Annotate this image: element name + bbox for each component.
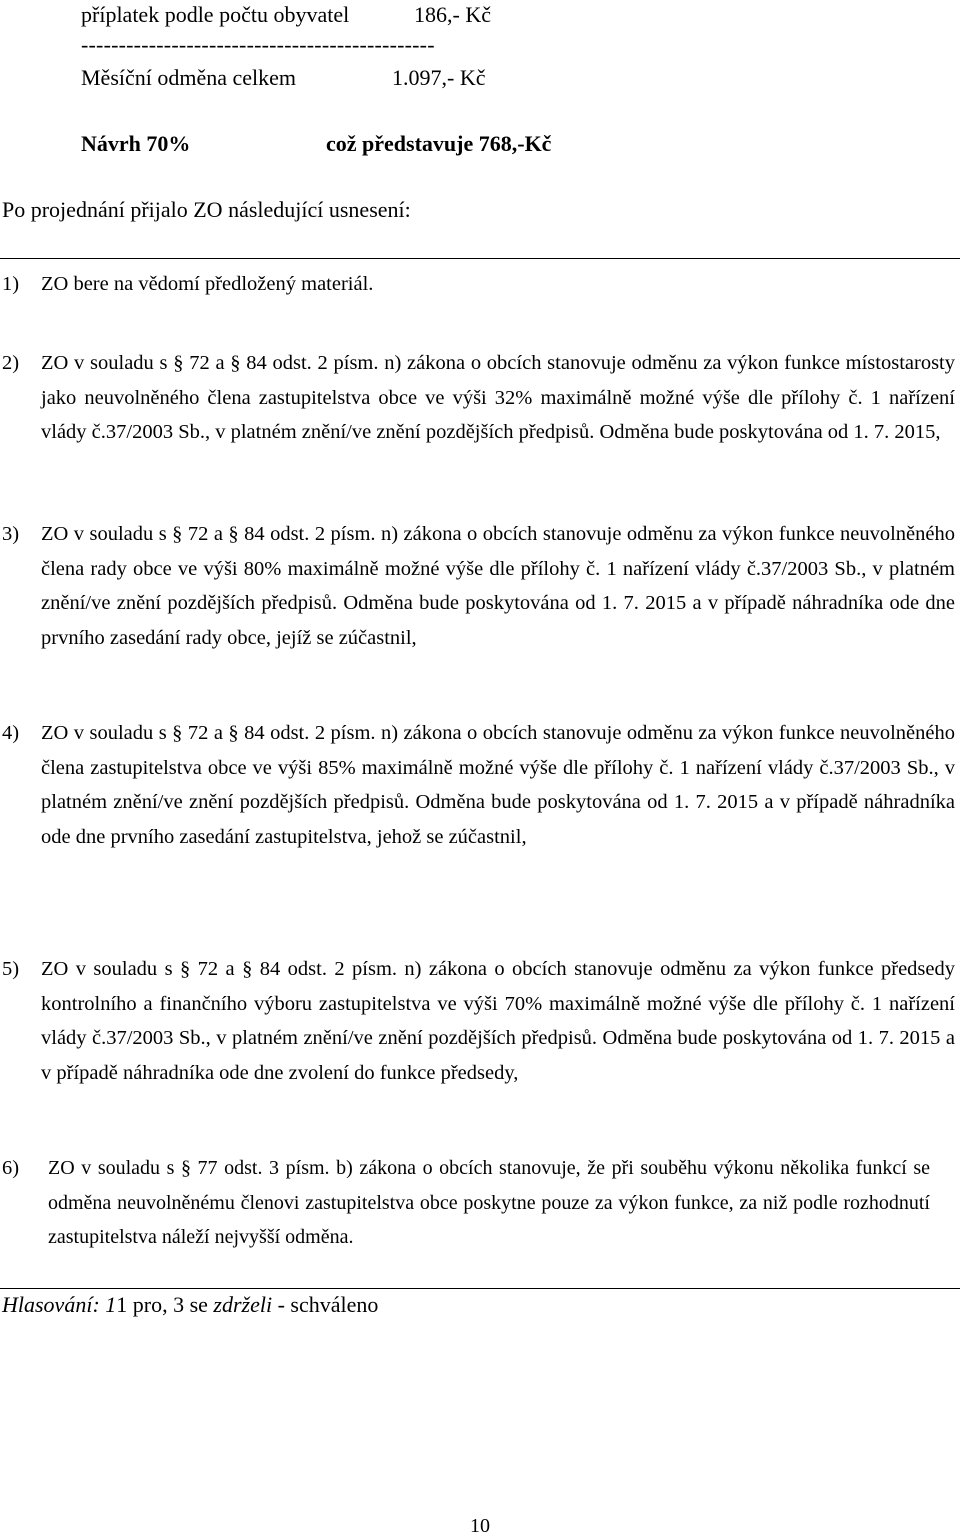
- item-number: 4): [2, 722, 20, 744]
- item-number: 6): [2, 1157, 20, 1179]
- surcharge-value: 186,- Kč: [414, 2, 491, 27]
- item-text: ZO v souladu s § 72 a § 84 odst. 2 písm. n) zákona o obcích stanovuje odměnu za výkon funkce neuvolněného člena rady obce ve výši 80% maximálně možné výše dle přílohy č. 1 nařízení vlády č.37/2003 Sb., v platném znění/ve znění pozdějších předpisů. Odměna bude poskytována od 1. 7. 2015 a v případě náhradníka ode dne prvního zasedání rady obce, jejíž se zúčastnil,: [41, 523, 955, 649]
- resolution-intro: Po projednání přijalo ZO následující usnesení:: [2, 197, 411, 222]
- dash-separator: -----------------------------------------------: [81, 32, 435, 57]
- monthly-total-value: 1.097,- Kč: [392, 65, 486, 90]
- proposal-label: Návrh 70%: [81, 131, 191, 156]
- item-number: 3): [2, 523, 20, 545]
- item-text: ZO bere na vědomí předložený materiál.: [41, 273, 374, 295]
- item-text: ZO v souladu s § 77 odst. 3 písm. b) zákona o obcích stanovuje, že při souběhu výkonu několika funkcí se odměna neuvolněnému členovi zastupitelstva obce poskytne pouze za výkon funkce, za niž podle rozhodnutí zastupitelstva náleží nejvyšší odměna.: [48, 1157, 930, 1248]
- vote-pro: 1 pro, 3 se: [116, 1292, 214, 1317]
- item-text: ZO v souladu s § 72 a § 84 odst. 2 písm. n) zákona o obcích stanovuje odměnu za výkon funkce předsedy kontrolního a finančního výboru zastupitelstva ve výši 70% maximálně možné výše dle přílohy č. 1 nařízení vlády č.37/2003 Sb., v platném znění/ve znění pozdějších předpisů. Odměna bude poskytována od 1. 7. 2015 a v případě náhradníka ode dne zvolení do funkce předsedy,: [41, 958, 955, 1084]
- vote-outcome: - schváleno: [272, 1292, 379, 1317]
- item-text: ZO v souladu s § 72 a § 84 odst. 2 písm. n) zákona o obcích stanovuje odměnu za výkon funkce neuvolněného člena zastupitelstva obce ve výši 85% maximálně možné výše dle přílohy č. 1 nařízení vlády č.37/2003 Sb., v platném znění/ve znění pozdějších předpisů. Odměna bude poskytována od 1. 7. 2015 a v případě náhradníka ode dne prvního zasedání zastupitelstva, jehož se zúčastnil,: [41, 722, 955, 848]
- item-number: 1): [2, 273, 20, 295]
- vote-abstained: zdrželi: [213, 1292, 273, 1317]
- horizontal-rule-bottom: [0, 1288, 960, 1289]
- item-number: 5): [2, 958, 20, 980]
- vote-prefix: Hlasování:: [2, 1292, 106, 1317]
- item-text: ZO v souladu s § 72 a § 84 odst. 2 písm. n) zákona o obcích stanovuje odměnu za výkon funkce místostarosty jako neuvolněného člena zastupitelstva obce ve výši 32% maximálně možné výše dle přílohy č. 1 nařízení vlády č.37/2003 Sb., v platném znění/ve znění pozdějších předpisů. Odměna bude poskytována od 1. 7. 2015,: [41, 352, 955, 443]
- page-number: 10: [470, 1515, 490, 1537]
- item-number: 2): [2, 352, 20, 374]
- monthly-total-label: Měsíční odměna celkem: [81, 65, 297, 90]
- surcharge-label: příplatek podle počtu obyvatel: [81, 2, 350, 27]
- proposal-value: což představuje 768,-Kč: [326, 131, 552, 156]
- horizontal-rule-top: [0, 258, 960, 259]
- vote-digit: 1: [105, 1292, 117, 1317]
- vote-result: [2, 1294, 378, 1316]
